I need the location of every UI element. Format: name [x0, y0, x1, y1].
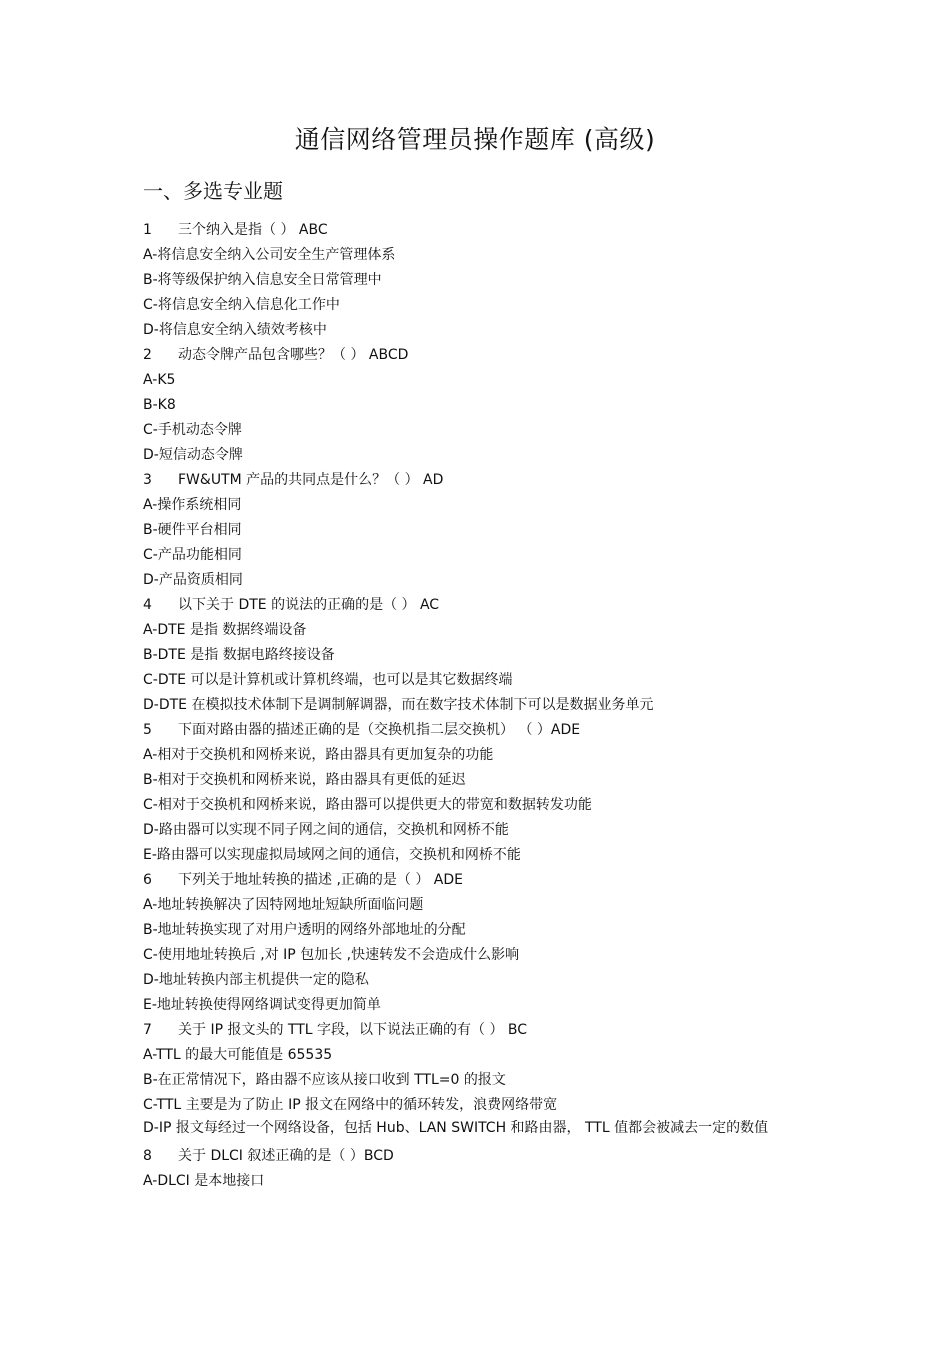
option-item: C-产品功能相同	[143, 547, 242, 563]
question-2	[143, 343, 803, 368]
option-item: B-将等级保护纳入信息安全日常管理中	[143, 272, 382, 288]
option-item: A-DLCI 是本地接口	[143, 1173, 265, 1189]
option-item: C-DTE 可以是计算机或计算机终端，也可以是其它数据终端	[143, 672, 513, 688]
option-item: D-地址转换内部主机提供一定的隐私	[143, 972, 369, 988]
question-5	[143, 718, 803, 743]
option-item: E-地址转换使得网络调试变得更加简单	[143, 997, 381, 1013]
question-text: FW&UTM 产品的共同点是什么？（ ） AD	[178, 472, 444, 488]
question-number: 5	[143, 722, 152, 738]
option-item: B-在正常情况下，路由器不应该从接口收到 TTL=0 的报文	[143, 1072, 506, 1088]
option-item: B-相对于交换机和网桥来说，路由器具有更低的延迟	[143, 772, 466, 788]
option-item: B-地址转换实现了对用户透明的网络外部地址的分配	[143, 922, 466, 938]
option-item: D-短信动态令牌	[143, 447, 243, 463]
section-heading: 一、多选专业题	[143, 179, 283, 203]
question-number: 2	[143, 347, 152, 363]
option-item: A-相对于交换机和网桥来说，路由器具有更加复杂的功能	[143, 747, 494, 763]
question-text: 下列关于地址转换的描述 ,正确的是（ ） ADE	[178, 872, 464, 888]
option-item: B-硬件平台相同	[143, 522, 242, 538]
option-item: A-TTL 的最大可能值是 65535	[143, 1047, 333, 1063]
option-item: B-K8	[143, 397, 176, 413]
option-item: A-K5	[143, 372, 176, 388]
question-list	[143, 218, 803, 1194]
option-item: D-IP 报文每经过一个网络设备，包括 Hub、LAN SWITCH 和路由器， TTL 值都会被减去一定的数值	[143, 1120, 769, 1136]
option-item: C-相对于交换机和网桥来说，路由器可以提供更大的带宽和数据转发功能	[143, 797, 592, 813]
option-item: C-使用地址转换后 ,对 IP 包加长 ,快速转发不会造成什么影响	[143, 947, 520, 963]
option-item: A-将信息安全纳入公司安全生产管理体系	[143, 247, 396, 263]
question-text: 三个纳入是指（ ） ABC	[178, 222, 328, 238]
question-8	[143, 1144, 803, 1169]
option-item: C-手机动态令牌	[143, 422, 242, 438]
option-item: C-将信息安全纳入信息化工作中	[143, 297, 340, 313]
option-item: D-产品资质相同	[143, 572, 243, 588]
question-3	[143, 468, 803, 493]
option-item: E-路由器可以实现虚拟局域网之间的通信，交换机和网桥不能	[143, 847, 521, 863]
question-7	[143, 1018, 803, 1043]
question-number: 4	[143, 597, 152, 613]
option-item: D-将信息安全纳入绩效考核中	[143, 322, 327, 338]
question-text: 关于 IP 报文头的 TTL 字段，以下说法正确的有（ ） BC	[178, 1022, 528, 1038]
option-item: A-DTE 是指 数据终端设备	[143, 622, 307, 638]
option-item: D-路由器可以实现不同子网之间的通信，交换机和网桥不能	[143, 822, 509, 838]
option-item: C-TTL 主要是为了防止 IP 报文在网络中的循环转发，浪费网络带宽	[143, 1097, 558, 1113]
question-number: 1	[143, 222, 152, 238]
question-number: 7	[143, 1022, 152, 1038]
question-text: 以下关于 DTE 的说法的正确的是（ ） AC	[178, 597, 440, 613]
question-1	[143, 218, 803, 243]
option-item: B-DTE 是指 数据电路终接设备	[143, 647, 335, 663]
option-item: D-DTE 在模拟技术体制下是调制解调器，而在数字技术体制下可以是数据业务单元	[143, 697, 654, 713]
question-6	[143, 868, 803, 893]
question-text: 动态令牌产品包含哪些？（ ） ABCD	[178, 347, 409, 363]
question-4	[143, 593, 803, 618]
option-item: A-操作系统相同	[143, 497, 242, 513]
question-text: 下面对路由器的描述正确的是（交换机指二层交换机） （ ）ADE	[178, 722, 581, 738]
question-number: 8	[143, 1148, 152, 1164]
option-item: A-地址转换解决了因特网地址短缺所面临问题	[143, 897, 424, 913]
page-title: 通信网络管理员操作题库 (高级)	[294, 125, 656, 154]
question-text: 关于 DLCI 叙述正确的是（ ）BCD	[178, 1148, 394, 1164]
question-number: 6	[143, 872, 152, 888]
question-number: 3	[143, 472, 152, 488]
